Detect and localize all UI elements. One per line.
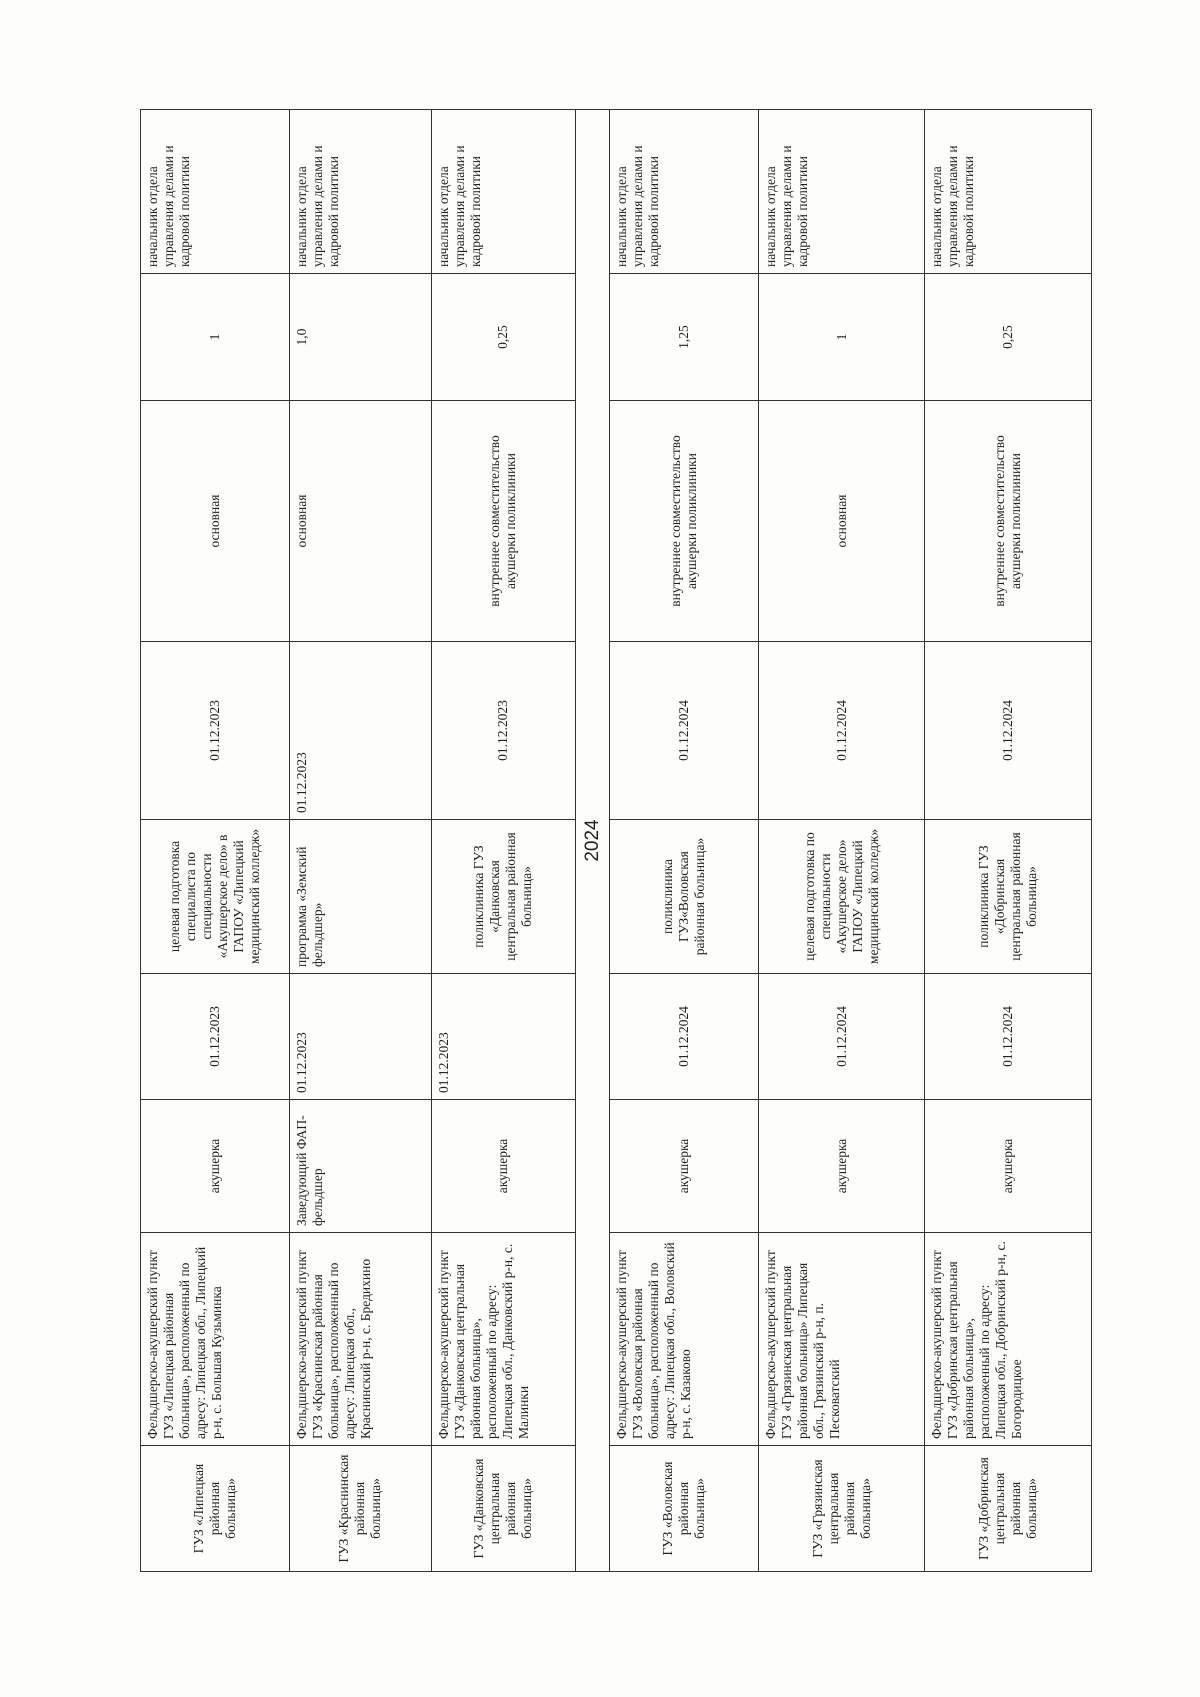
responsible-cell: начальник отдела управления делами и кадровой политики [925,110,1092,274]
responsible-cell: начальник отдела управления делами и кадровой политики [141,110,290,274]
table-row [759,110,925,1572]
staffing-table [140,109,1092,1572]
work-type-cell: внутреннее совместительство акушерки поликлиники [431,401,575,642]
date-start-cell: 01.12.2023 [289,974,431,1100]
date-cell: 01.12.2024 [759,642,925,820]
rate-cell: 1,25 [610,274,759,401]
date-cell: 01.12.2024 [610,642,759,820]
table-row [431,110,575,1572]
table-row [610,110,759,1572]
date-start-cell: 01.12.2023 [431,974,575,1100]
work-type-cell: внутреннее совместительство акушерки поликлиники [925,401,1092,642]
date-start-cell: 01.12.2023 [141,974,290,1100]
rate-cell: 1 [759,274,925,401]
source-cell: целевая подготовка специалиста по специальности «Акушерское дело» в ГАПОУ «Липецкий медицинский колледж» [141,820,290,974]
work-type-cell: внутреннее совместительство акушерки поликлиники [610,401,759,642]
date-cell: 01.12.2023 [431,642,575,820]
date-start-cell: 01.12.2024 [610,974,759,1100]
rate-cell: 0,25 [925,274,1092,401]
date-cell: 01.12.2024 [925,642,1092,820]
year-label: 2024 [575,110,609,1572]
responsible-cell: начальник отдела управления делами и кадровой политики [610,110,759,274]
rate-cell: 0,25 [431,274,575,401]
year-separator-row [575,110,609,1572]
position-cell: акушерка [925,1100,1092,1233]
org-cell: ГУЗ «Краснинская районная больница» [289,1446,431,1572]
position-cell: акушерка [759,1100,925,1233]
unit-cell: Фельдшерско-акушерский пункт ГУЗ «Липецкая районная больница», расположенный по адресу: Липецкая обл., Липецкий р-н, с. Большая Кузьминка [141,1233,290,1446]
table-row [141,110,290,1572]
unit-cell: Фельдшерско-акушерский пункт ГУЗ «Воловская районная больница», расположенный по адресу: Липецкая обл., Воловский р-н, с. Казаково [610,1233,759,1446]
position-cell: Заведующий ФАП-фельдшер [289,1100,431,1233]
responsible-cell: начальник отдела управления делами и кадровой политики [289,110,431,274]
unit-cell: Фельдшерско-акушерский пункт ГУЗ «Грязинская центральная районная больница» Липецкая обл., Грязинский р-н, п. Песковатский [759,1233,925,1446]
unit-cell: Фельдшерско-акушерский пункт ГУЗ «Данковская центральная районная больница», расположенный по адресу: Липецкая обл., Данковский р-н, с. Малинки [431,1233,575,1446]
table-row [289,110,431,1572]
org-cell: ГУЗ «Грязинская центральная районная больница» [759,1446,925,1572]
rotated-table-wrapper [140,110,1092,1572]
position-cell: акушерка [610,1100,759,1233]
source-cell: поликлиника ГУЗ «Данковская центральная районная больница» [431,820,575,974]
source-cell: поликлиника ГУЗ«Воловская районная больница» [610,820,759,974]
date-start-cell: 01.12.2024 [925,974,1092,1100]
position-cell: акушерка [141,1100,290,1233]
source-cell: программа «Земский фельдшер» [289,820,431,974]
table-row [925,110,1092,1572]
date-cell: 01.12.2023 [289,642,431,820]
responsible-cell: начальник отдела управления делами и кадровой политики [759,110,925,274]
position-cell: акушерка [431,1100,575,1233]
work-type-cell: основная [759,401,925,642]
source-cell: целевая подготовка по специальности «Акушерское дело» ГАПОУ «Липецкий медицинский колледж» [759,820,925,974]
date-start-cell: 01.12.2024 [759,974,925,1100]
work-type-cell: основная [141,401,290,642]
unit-cell: Фельдшерско-акушерский пункт ГУЗ «Добринская центральная районная больница», расположенный по адресу: Липецкая обл., Добринский р-н, с. Богородицкое [925,1233,1092,1446]
responsible-cell: начальник отдела управления делами и кадровой политики [431,110,575,274]
rate-cell: 1,0 [289,274,431,401]
org-cell: ГУЗ «Данковская центральная районная больница» [431,1446,575,1572]
unit-cell: Фельдшерско-акушерский пункт ГУЗ «Краснинская районная больница», расположенный по адресу: Липецкая обл., Краснинский р-н, с. Бредихино [289,1233,431,1446]
org-cell: ГУЗ «Добринская центральная районная больница» [925,1446,1092,1572]
rate-cell: 1 [141,274,290,401]
source-cell: поликлиника ГУЗ «Добринская центральная районная больница» [925,820,1092,974]
work-type-cell: основная [289,401,431,642]
org-cell: ГУЗ «Воловская районная больница» [610,1446,759,1572]
date-cell: 01.12.2023 [141,642,290,820]
org-cell: ГУЗ «Липецкая районная больница» [141,1446,290,1572]
